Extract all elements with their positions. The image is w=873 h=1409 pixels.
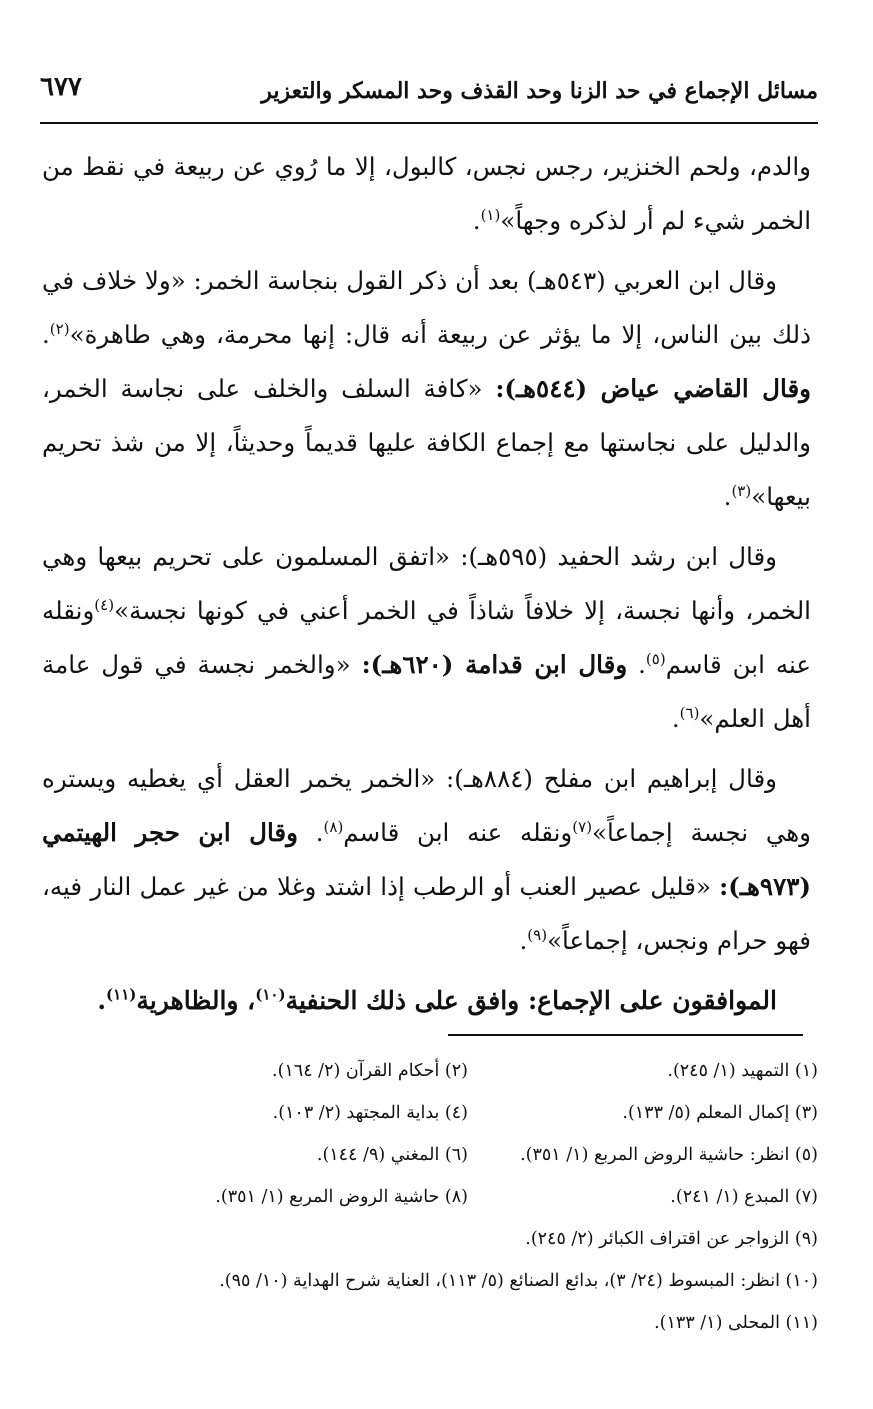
paragraph-2-text: وقال ابن العربي (٥٤٣هـ) بعد أن ذكر القول بنجاسة الخمر: «ولا خلاف في ذلك بين الناس، إلا ما يؤثر عن ربيعة أنه قال: إنها محرمة، وهي طاهرة» <box>42 266 811 349</box>
header-rule <box>40 122 818 124</box>
paragraph-1: والدم، ولحم الخنزير، رجس نجس، كالبول، إلا ما رُوي عن ربيعة في نقط من الخمر شيء لم أر لذكره وجهاً»$^{(١)}$. <box>42 152 811 235</box>
footnote-mark-11: (١١) <box>106 985 137 1004</box>
qadi-iyad-name: وقال القاضي عياض (٥٤٤هـ): <box>495 374 811 403</box>
footnote-mark-10: (١٠) <box>255 985 286 1004</box>
ibn-qasim-note-1: ونقله عنه ابن قاسم <box>42 596 812 679</box>
footnote-mark-3: (٣) <box>731 481 752 500</box>
haytami-name: وقال ابن حجر الهيتمي (٩٧٣هـ): <box>42 818 811 901</box>
main-text <box>42 140 811 1034</box>
ibn-rushd-quote: وقال ابن رشد الحفيد (٥٩٥هـ): «اتفق المسلمون على تحريم بيعها وهي الخمر، وأنها نجسة، إلا خلافاً شاذاً في الخمر أعني في كونها نجسة» <box>42 542 811 625</box>
paragraph-2: وقال ابن العربي (٥٤٣هـ) بعد أن ذكر القول بنجاسة الخمر: «ولا خلاف في ذلك بين الناس، إلا ما يؤثر عن ربيعة أنه قال: إنها محرمة، وهي طاهرة»$^{(٢)}$. وقال القاضي عياض (٥٤٤هـ): «كافة السلف والخلف على نجاسة الخمر، والدليل على نجاستها مع إجماع الكافة عليها قديماً وحديثاً، إلا من شذ تحريم بيعها»$^{(٣)}$. <box>42 266 811 511</box>
footnote-6: (٦) المغني (٩/ ١٤٤). <box>316 1145 468 1165</box>
agreement-statement: الموافقون على الإجماع: وافق على ذلك الحنفية$^{(١٠)}$، والظاهرية$^{(١١)}$. <box>97 985 777 1015</box>
footnote-1: (١) التمهيد (١/ ٢٤٥). <box>667 1061 818 1081</box>
page-number: ٦٧٧ <box>40 72 82 102</box>
footnote-mark-1: (١) <box>480 205 501 224</box>
paragraph-1-text: والدم، ولحم الخنزير، رجس نجس، كالبول، إلا ما رُوي عن ربيعة في نقط من الخمر شيء لم أر لذكره وجهاً» <box>42 152 811 235</box>
footnote-row <box>60 1050 818 1092</box>
footnote-mark-7: (٧) <box>572 817 593 836</box>
footnote-separator <box>448 1034 803 1036</box>
footnote-mark-5: (٥) <box>645 649 666 668</box>
footnote-row <box>60 1176 818 1218</box>
footnote-4: (٤) بداية المجتهد (٢/ ١٠٣). <box>272 1103 468 1123</box>
agreement-label: الموافقون على الإجماع: <box>527 986 777 1015</box>
ibn-muflih-quote: وقال إبراهيم ابن مفلح (٨٨٤هـ): «الخمر يخمر العقل أي يغطيه ويستره وهي نجسة إجماعاً» <box>42 764 811 847</box>
ibn-qasim-note-2: ونقله عنه ابن قاسم <box>343 818 573 847</box>
footnote-mark-4: (٤) <box>94 595 115 614</box>
haytami-quote: «قليل عصير العنب أو الرطب إذا اشتد وغلا من غير عمل النار فيه، فهو حرام ونجس، إجماعاً» <box>42 872 811 955</box>
footnote-mark-8: (٨) <box>323 817 344 836</box>
footnote-5: (٥) انظر: حاشية الروض المربع (١/ ٣٥١). <box>520 1145 818 1165</box>
agreement-mid: ، والظاهرية <box>136 986 256 1015</box>
running-title: مسائل الإجماع في حد الزنا وحد القذف وحد المسكر والتعزير <box>261 78 818 104</box>
paragraph-4: وقال إبراهيم ابن مفلح (٨٨٤هـ): «الخمر يخمر العقل أي يغطيه ويستره وهي نجسة إجماعاً»$^{(٧)}$ونقله عنه ابن قاسم$^{(٨)}$. وقال ابن حجر الهيتمي (٩٧٣هـ): «قليل عصير العنب أو الرطب إذا اشتد وغلا من غير عمل النار فيه، فهو حرام ونجس، إجماعاً»$^{(٩)}$. <box>42 764 811 955</box>
footnote-7: (٧) المبدع (١/ ٢٤١). <box>670 1187 818 1207</box>
footnote-mark-9: (٩) <box>527 925 548 944</box>
footnote-row <box>60 1092 818 1134</box>
footnote-mark-6: (٦) <box>679 703 700 722</box>
qadi-iyad-quote: «كافة السلف والخلف على نجاسة الخمر، والدليل على نجاستها مع إجماع الكافة عليها قديماً وحديثاً، إلا من شذ تحريم بيعها» <box>42 374 811 511</box>
page-header <box>40 70 818 122</box>
footnote-11: (١١) المحلى (١/ ١٣٣). <box>654 1313 818 1333</box>
ibn-qudama-quote: «والخمر نجسة في قول عامة أهل العلم» <box>42 650 811 733</box>
ibn-qudama-name: وقال ابن قدامة (٦٢٠هـ): <box>361 650 628 679</box>
footnote-9: (٩) الزواجر عن اقتراف الكبائر (٢/ ٢٤٥). <box>525 1229 818 1249</box>
footnote-8: (٨) حاشية الروض المربع (١/ ٣٥١). <box>215 1187 468 1207</box>
agreement-text: وافق على ذلك الحنفية <box>285 986 520 1015</box>
footnote-3: (٣) إكمال المعلم (٥/ ١٣٣). <box>622 1103 818 1123</box>
footnote-10: (١٠) انظر: المبسوط (٢٤/ ٣)، بدائع الصنائع (٥/ ١١٣)، العناية شرح الهداية (١٠/ ٩٥). <box>219 1271 818 1291</box>
footnotes <box>60 1050 818 1344</box>
paragraph-3: وقال ابن رشد الحفيد (٥٩٥هـ): «اتفق المسلمون على تحريم بيعها وهي الخمر، وأنها نجسة، إلا خلافاً شاذاً في الخمر أعني في كونها نجسة»$^{(٤)}$ونقله عنه ابن قاسم$^{(٥)}$. وقال ابن قدامة (٦٢٠هـ): «والخمر نجسة في قول عامة أهل العلم»$^{(٦)}$. <box>42 542 812 733</box>
footnote-mark-2: (٢) <box>49 319 70 338</box>
footnote-2: (٢) أحكام القرآن (٢/ ١٦٤). <box>272 1061 468 1081</box>
footnote-row <box>60 1134 818 1176</box>
